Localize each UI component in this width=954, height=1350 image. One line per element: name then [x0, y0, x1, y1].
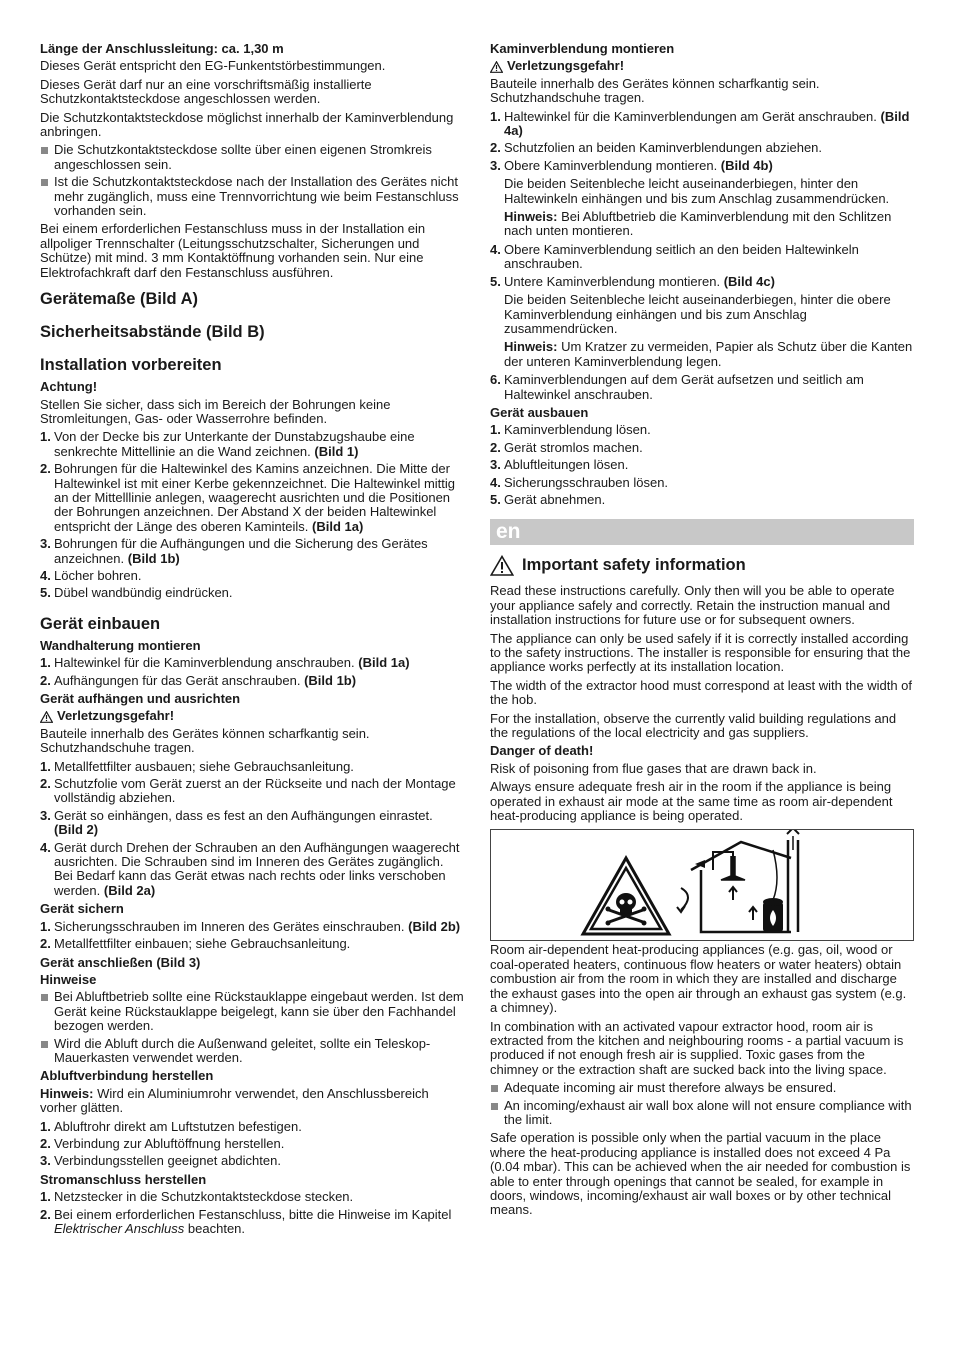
list-item: 3. Gerät so einhängen, dass es fest an den Aufhängungen einrastet. (Bild 2): [40, 807, 433, 838]
section-heading-dimensions: Gerätemaße (Bild A): [40, 290, 199, 309]
list-item: 2. Schutzfolien an beiden Kaminverblendungen abziehen.: [490, 140, 823, 156]
list-item: 3. Obere Kaminverblendung montieren. (Bild 4b): [490, 157, 773, 173]
injury-warning: Verletzungsgefahr!: [490, 59, 914, 73]
paragraph: Always ensure adequate fresh air in the room if the appliance is being operated in exhaust air mode at the same time as room air-dependent heat-producing appliance is being operated.: [490, 779, 893, 824]
attention-label: Achtung!: [40, 379, 98, 395]
list-item: 5. Dübel wandbündig eindrücken.: [40, 585, 233, 601]
paragraph: Risk of poisoning from flue gases that are drawn back in.: [490, 760, 817, 776]
exhaust-note: Hinweis: Wird ein Aluminiumrohr verwendet, den Anschlussbereich vorher glätten.: [40, 1085, 429, 1116]
injury-warning: Verletzungsgefahr!: [40, 709, 464, 723]
wall-mount-heading: Wandhalterung montieren: [40, 637, 201, 653]
chimney-steps: [490, 110, 914, 174]
paragraph: Bauteile innerhalb des Gerätes können scharfkantig sein. Schutzhandschuhe tragen.: [40, 725, 370, 756]
list-item: 1. Haltewinkel für die Kaminverblendung anschrauben. (Bild 1a): [40, 655, 410, 671]
warning-triangle-icon: [490, 555, 514, 576]
power-steps: [40, 1190, 464, 1236]
list-item: 1. Abluftrohr direkt am Luftstutzen befestigen.: [40, 1118, 302, 1134]
section-heading-install: Gerät einbauen: [40, 614, 161, 633]
paragraph: For the installation, observe the currently valid building regulations and the regulations of the local electricity and gas suppliers.: [490, 710, 897, 741]
list-item: 4. Gerät durch Drehen der Schrauben an den Aufhängungen waagerecht ausrichten. Die Schrauben sind im Inneren des Gerätes zugänglich. Bei Bedarf kann das Gerät etwas nach rechts oder links verschoben werden. (Bild 2a): [40, 839, 460, 898]
paragraph: Room air-dependent heat-producing appliances (e.g. gas, oil, wood or coal-operated heaters, continuous flow heaters or water heaters) obtain combustion air from the room in which they are installed and discharge the exhaust gases into the open air through an exhaust gas system (e.g. a chimney).: [490, 942, 907, 1016]
list-item: 2. Gerät stromlos machen.: [490, 439, 643, 455]
poison-warning-diagram: [490, 829, 914, 941]
paragraph: Bauteile innerhalb des Gerätes können scharfkantig sein. Schutzhandschuhe tragen.: [490, 75, 820, 106]
list-item: 5. Gerät abnehmen.: [490, 491, 606, 507]
safety-section-title: Important safety information: [490, 555, 914, 576]
house-diagram: [691, 830, 799, 932]
paragraph: The appliance can only be used safely if it is correctly installed according to the safety instructions. The installer is responsible for ensuring that the appliance works perfectly at its installation location.: [490, 630, 911, 675]
list-item: 3. Bohrungen für die Aufhängungen und die Sicherung des Gerätes anzeichnen. (Bild 1b): [40, 536, 428, 566]
list-item: Bei Abluftbetrieb sollte eine Rückstauklappe eingebaut werden. Ist dem Gerät keine Rückstauklappe beigelegt, kann sie über den Fachhandel bezogen werden.: [40, 990, 464, 1033]
hang-heading: Gerät aufhängen und ausrichten: [40, 691, 241, 706]
list-item: 2. Verbindung zur Abluftöffnung herstellen.: [40, 1135, 285, 1151]
list-item: Wird die Abluft durch die Außenwand geleitet, sollte ein Teleskop-Mauerkasten verwendet werden.: [40, 1037, 464, 1066]
chimney-steps-cont: [490, 243, 914, 289]
paragraph: Read these instructions carefully. Only then will you be able to operate your appliance safely and correctly. Retain the instruction manual and installation instructions for future use or for subsequent owners.: [490, 583, 895, 628]
list-item: 1. Von der Decke bis zur Unterkante der Dunstabzugshaube eine senkrechte Mittellinie an die Wand zeichnen. (Bild 1): [40, 429, 415, 459]
warning-triangle-icon: [40, 711, 53, 723]
exhaust-steps: [40, 1120, 464, 1169]
list-item: 2. Metallfettfilter einbauen; siehe Gebrauchsanleitung.: [40, 936, 351, 952]
section-heading-prepare: Installation vorbereiten: [40, 356, 222, 375]
left-column: [40, 42, 464, 1240]
wall-steps: [40, 656, 464, 688]
skull-warning-icon: [583, 858, 669, 934]
paragraph: In combination with an activated vapour extractor hood, room air is extracted from the kitchen and neighbouring rooms - a partial vacuum is produced if not enough fresh air is supplied. Toxic gases from the chimney or the extraction shaft are sucked back into the living space.: [490, 1018, 904, 1077]
list-item: 2. Bei einem erforderlichen Festanschluss, bitte die Hinweise im Kapitel Elektrischer Anschluss beachten.: [40, 1206, 452, 1236]
list-item: 5. Untere Kaminverblendung montieren. (Bild 4c): [490, 273, 775, 289]
prepare-steps: [40, 430, 464, 600]
right-column: [490, 42, 914, 1222]
connect-heading: Gerät anschließen (Bild 3): [40, 954, 201, 970]
section-heading-safety-distances: Sicherheitsabstände (Bild B): [40, 323, 265, 342]
step-detail: Die beiden Seitenbleche leicht auseinanderbiegen, hinter die obere Kaminverblendung einhängen und bis zum Anschlag zusammendrücken.: [504, 292, 891, 336]
paragraph: Stellen Sie sicher, dass sich im Bereich der Bohrungen keine Stromleitungen, Gas- oder Wasserrohre befinden.: [40, 396, 391, 426]
list-item: 6. Kaminverblendungen auf dem Gerät aufsetzen und seitlich am Haltewinkel anschrauben.: [490, 372, 864, 402]
remove-steps: [490, 423, 914, 507]
power-heading: Stromanschluss herstellen: [40, 1171, 207, 1187]
list-item: 4. Obere Kaminverblendung seitlich an den beiden Haltewinkeln anschrauben.: [490, 241, 859, 272]
danger-heading: Danger of death!: [490, 743, 594, 759]
step-note: Hinweis: Bei Abluftbetrieb die Kaminverblendung mit den Schlitzen nach unten montieren.: [504, 209, 892, 239]
secure-steps: [40, 920, 464, 952]
bullet-list: [40, 143, 464, 218]
list-item: 1. Netzstecker in die Schutzkontaktsteckdose stecken.: [40, 1189, 354, 1205]
bullet-list: [490, 1081, 914, 1127]
list-item: Adequate incoming air must therefore always be ensured.: [490, 1081, 914, 1095]
chimney-heading: Kaminverblendung montieren: [490, 41, 675, 56]
list-item: Ist die Schutzkontaktsteckdose nach der Installation des Gerätes nicht mehr zugänglich, muss eine Trennvorrichtung wie beim Festanschluss vorhanden sein.: [40, 175, 464, 218]
list-item: 4. Sicherungsschrauben lösen.: [490, 474, 669, 490]
notes-heading: Hinweise: [40, 971, 97, 987]
paragraph: Die Schutzkontaktsteckdose möglichst innerhalb der Kaminverblendung anbringen.: [40, 109, 454, 140]
list-item: 2. Aufhängungen für das Gerät anschrauben. (Bild 1b): [40, 672, 357, 688]
language-code: en: [496, 520, 521, 544]
step-detail: Die beiden Seitenbleche leicht auseinanderbiegen, hinter den Haltewinkeln einhängen und bis zum Anschlag zusammendrücken.: [504, 176, 890, 206]
language-bar: [490, 519, 914, 545]
notes-list: [40, 990, 464, 1065]
list-item: Die Schutzkontaktsteckdose sollte über einen eigenen Stromkreis angeschlossen sein.: [40, 143, 464, 172]
list-item: 2. Schutzfolie vom Gerät zuerst an der Rückseite und nach der Montage vollständig abziehen.: [40, 776, 456, 806]
list-item: 2. Bohrungen für die Haltewinkel des Kamins anzeichnen. Die Mitte der Haltewinkel ist mit einer Kerbe gekennzeichnet. Die Haltewinkel mittig an der Mittelllinie anlegen, waagerecht ausrichten und die Positionen der Bohrungen anzeichnen. Der Abstand X der beiden Haltewinkel entspricht der Länge des oberen Kaminteils. (Bild 1a): [40, 461, 456, 534]
list-item: 3. Verbindungsstellen geeignet abdichten.: [40, 1153, 281, 1169]
paragraph: Bei einem erforderlichen Festanschluss muss in der Installation ein allpoliger Trennschalter (Leitungsschutzschalter, Sicherungen und Schütze) mit mind. 3 mm Kontaktöffnung vorhanden sein. Nur eine Elektrofachkraft darf den Festanschluss ausführen.: [40, 221, 426, 280]
list-item: 1. Sicherungsschrauben im Inneren des Gerätes einschrauben. (Bild 2b): [40, 918, 461, 934]
warning-triangle-icon: [490, 61, 503, 73]
paragraph: The width of the extractor hood must correspond at least with the width of the hob.: [490, 677, 912, 708]
list-item: An incoming/exhaust air wall box alone will not ensure compliance with the limit.: [490, 1099, 914, 1128]
list-item: 1. Haltewinkel für die Kaminverblendungen am Gerät anschrauben. (Bild 4a): [490, 108, 910, 139]
remove-heading: Gerät ausbauen: [490, 404, 589, 420]
diagram-illustration: [491, 830, 913, 940]
paragraph: Safe operation is possible only when the partial vacuum in the place where the heat-producing appliance is installed does not exceed 4 Pa (0.04 mbar). This can be achieved when the air needed for combustion is able to enter through openings that cannot be sealed, for example in doors, windows, incoming/exhaust air wall boxes or by other technical means.: [490, 1130, 911, 1218]
paragraph: Dieses Gerät entspricht den EG-Funkentstörbestimmungen.: [40, 58, 386, 74]
chimney-steps-end: [490, 373, 914, 402]
list-item: 4. Löcher bohren.: [40, 567, 142, 583]
secure-heading: Gerät sichern: [40, 901, 124, 917]
paragraph: Dieses Gerät darf nur an eine vorschriftsmäßig installierte Schutzkontaktsteckdose angeschlossen werden.: [40, 76, 372, 107]
list-item: 1. Metallfettfilter ausbauen; siehe Gebrauchsanleitung.: [40, 758, 354, 774]
cable-length-heading: Länge der Anschlussleitung: ca. 1,30 m: [40, 41, 284, 56]
list-item: 3. Abluftleitungen lösen.: [490, 457, 629, 473]
step-note: Hinweis: Um Kratzer zu vermeiden, Papier als Schutz über die Kanten der unteren Kaminverblendung legen.: [504, 339, 913, 369]
hang-steps: [40, 760, 464, 899]
exhaust-heading: Abluftverbindung herstellen: [40, 1068, 214, 1084]
list-item: 1. Kaminverblendung lösen.: [490, 422, 651, 438]
